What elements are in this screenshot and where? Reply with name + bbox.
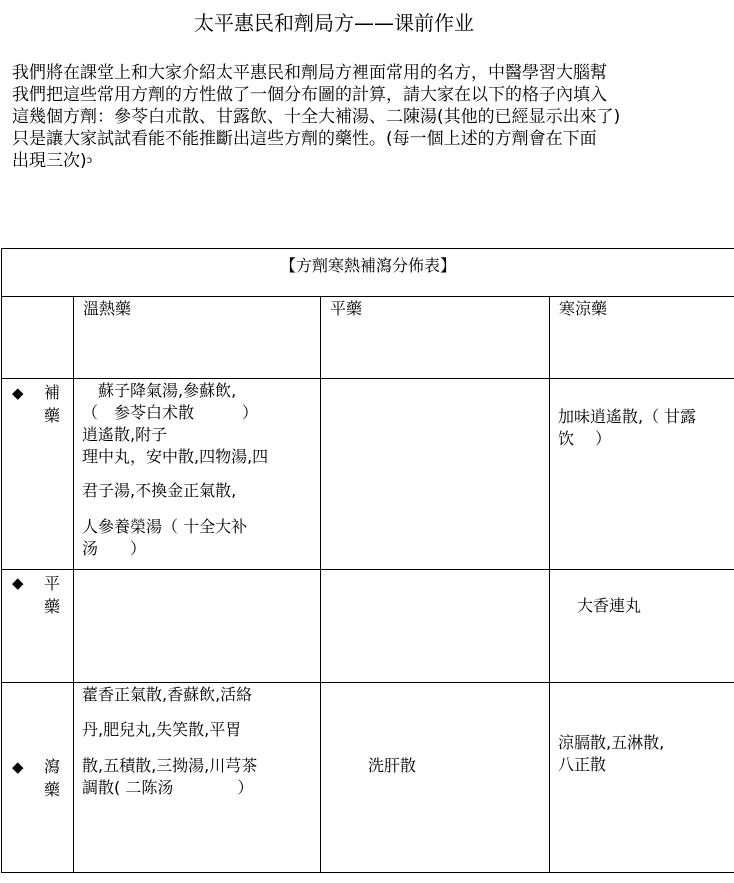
diamond-bullet-icon: ◆: [12, 384, 24, 402]
cursor-marker-icon: ↄ: [86, 155, 93, 166]
cell-line: 丹,肥兒丸,失笑散,平胃: [82, 720, 242, 739]
fill-in-answer: 汤 ）: [82, 539, 147, 558]
diamond-bullet-icon: ◆: [12, 574, 24, 592]
intro-line-text: 出現三次): [12, 151, 87, 171]
table-header-row: [2, 297, 734, 379]
cell-text: 大香連丸: [577, 596, 642, 615]
cell-ping-neutral: [321, 570, 550, 683]
header-cold-label: 寒涼藥: [559, 299, 608, 318]
intro-line: 我們將在課堂上和大家介紹太平惠民和劑局方裡面常用的名方，中醫學習大腦幫: [12, 63, 607, 83]
table-row-xie: [2, 683, 734, 873]
cell-xie-warm: [74, 683, 321, 873]
cell-line: 君子湯,不換金正氣散,: [82, 481, 237, 500]
cell-ping-cold: [550, 570, 734, 683]
cell-text: 洗肝散: [368, 756, 417, 775]
intro-line: 我們把這些常用方劑的方性做了一個分布圖的計算，請大家在以下的格子內填入: [12, 85, 607, 105]
row-label-xie: [2, 683, 74, 873]
cell-line: 逍遙散,附子: [82, 425, 168, 444]
cell-line: 藿香正氣散,香蘇飲,活絡: [82, 685, 253, 704]
cell-bu-warm: [74, 379, 321, 570]
page-title: 太平惠民和劑局方——课前作业: [194, 11, 474, 35]
fill-in-answer: 加味逍遙散,（ 甘露: [558, 407, 697, 426]
cell-line: 散,五積散,三拗湯,川芎茶: [82, 756, 258, 775]
header-neutral-label: 平藥: [330, 299, 363, 318]
cell-ping-warm: [74, 570, 321, 683]
cell-line: 理中丸，安中散,四物湯,四: [82, 447, 269, 466]
header-neutral: [321, 297, 550, 379]
table-caption-cell: [2, 249, 734, 297]
row-label-bu: [2, 379, 74, 570]
intro-line: [12, 150, 702, 172]
row-label-ping: [2, 570, 74, 683]
row-label-text: 平藥: [44, 574, 61, 616]
cell-line: 涼膈散,五淋散,: [558, 733, 665, 752]
formula-distribution-table: [1, 248, 734, 873]
cell-xie-neutral: [321, 683, 550, 873]
table-row-ping: [2, 570, 734, 683]
fill-in-answer: 調散( 二陈汤 ）: [82, 778, 254, 797]
row-label-text: 補藥: [44, 383, 61, 425]
corner-cell: [2, 297, 74, 379]
header-warm: [74, 297, 321, 379]
cell-xie-cold: [550, 683, 734, 873]
row-label-text: 瀉藥: [44, 757, 61, 799]
header-warm-label: 溫熱藥: [83, 299, 132, 318]
intro-paragraph: [12, 62, 702, 172]
table-caption: 【方劑寒熱補瀉分佈表】: [280, 256, 457, 275]
fill-in-answer: 饮 ）: [558, 429, 612, 448]
diamond-bullet-icon: ◆: [12, 758, 24, 776]
table-row-bu: [2, 379, 734, 570]
cell-bu-neutral: [321, 379, 550, 570]
header-cold: [550, 297, 734, 379]
intro-line: 只是讓大家試試看能不能推斷出這些方劑的藥性。(每一個上述的方劑會在下面: [12, 129, 597, 149]
cell-line: 蘇子降氣湯,參蘇飲,: [82, 381, 237, 400]
fill-in-answer: 人參養榮湯（ 十全大补: [82, 517, 248, 536]
intro-line: 這幾個方劑：參苓白朮散、甘露飲、十全大補湯、二陳湯(其他的已經显示出來了): [12, 107, 621, 127]
fill-in-answer: （ 参苓白术散 ）: [82, 403, 259, 422]
cell-bu-cold: [550, 379, 734, 570]
cell-line: 八正散: [558, 755, 607, 774]
